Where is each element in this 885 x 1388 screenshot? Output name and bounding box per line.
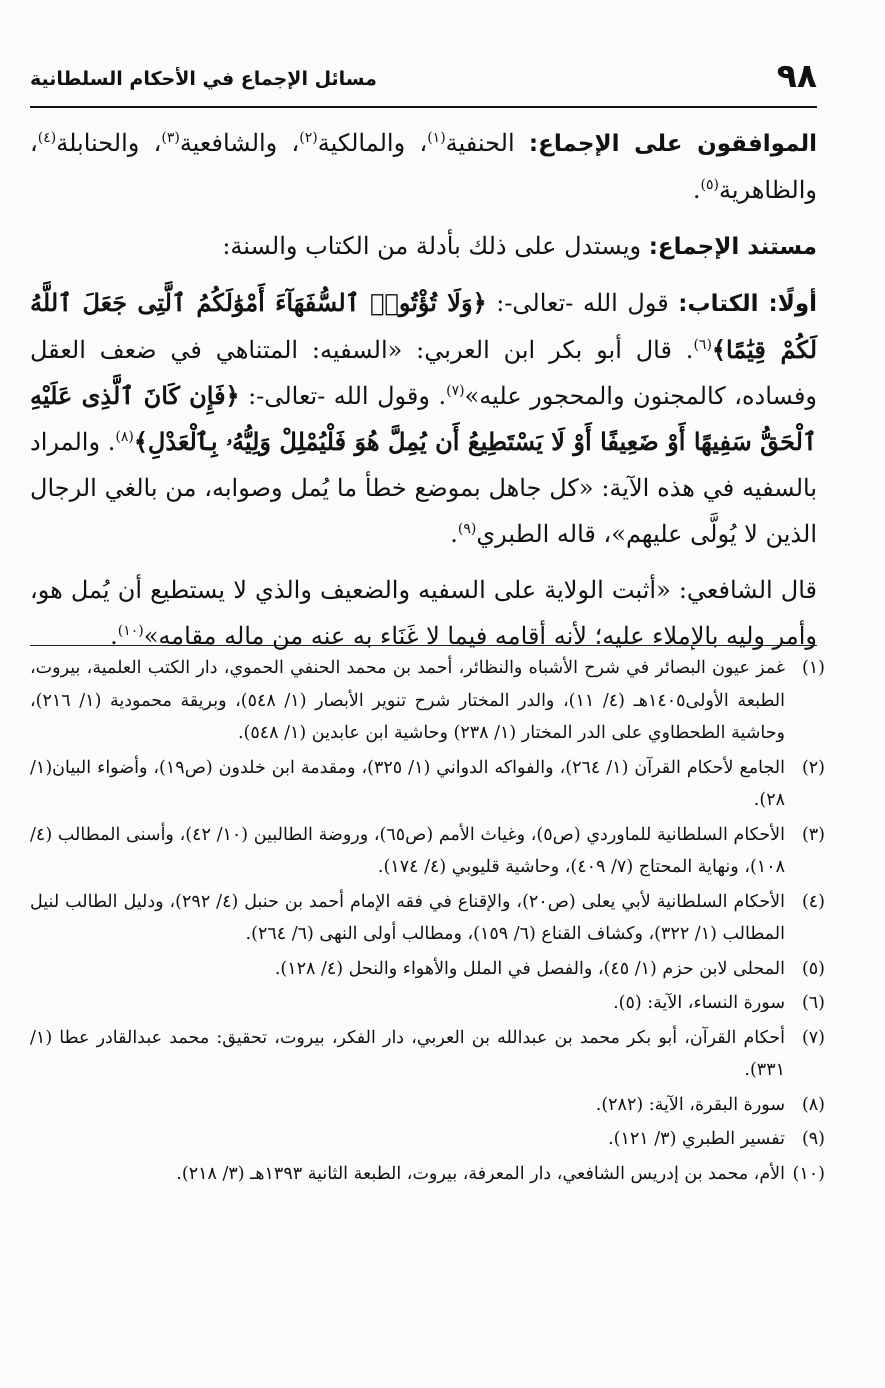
footnote-ref: (١) bbox=[427, 130, 446, 146]
text-run: . bbox=[450, 520, 458, 548]
quran-verse: ﴿فَإِن كَانَ ٱلَّذِى عَلَيْهِ ٱلْحَقُّ سَفِيهًا أَوْ ضَعِيفًا أَوْ لَا يَسْتَطِيعُ أَن يُمِلَّ هُوَ فَلْيُمْلِلْ وَلِيُّهُۥ بِٱلْعَدْلِ﴾ bbox=[30, 381, 817, 456]
paragraph-consensus-supporters bbox=[30, 120, 817, 213]
footnote-text: الأم، محمد بن إدريس الشافعي، دار المعرفة، بيروت، الطبعة الثانية ١٣٩٣هـ (٣/ ٢١٨). bbox=[176, 1163, 785, 1184]
text-run: ويستدل على ذلك بأدلة من الكتاب والسنة: bbox=[222, 232, 649, 260]
page-number: ٩٨ bbox=[776, 56, 817, 95]
footnote-number: (٧) bbox=[801, 1027, 825, 1048]
footnote-item bbox=[30, 987, 825, 1020]
footnote-ref: (٢) bbox=[299, 130, 318, 146]
footnote-ref: (٣) bbox=[161, 130, 180, 146]
footnote-item bbox=[30, 953, 825, 986]
footnote-ref: (٩) bbox=[457, 521, 477, 537]
footnote-text: المحلى لابن حزم (١/ ٤٥)، والفصل في الملل والأهواء والنحل (٤/ ١٢٨). bbox=[274, 958, 785, 979]
section-heading: أولًا: الكتاب: bbox=[678, 291, 817, 317]
footnote-item bbox=[30, 752, 825, 817]
page-header bbox=[30, 54, 817, 108]
section-heading: مستند الإجماع: bbox=[648, 234, 817, 260]
footnote-number: (٩) bbox=[801, 1129, 825, 1149]
text-run: . bbox=[692, 176, 701, 204]
footnotes bbox=[30, 652, 825, 1192]
footnote-text: سورة البقرة، الآية: (٢٨٢). bbox=[595, 1094, 785, 1115]
footnote-item bbox=[30, 652, 825, 750]
footnote-number: (٣) bbox=[801, 824, 825, 845]
text-run: ، والشافعية bbox=[179, 129, 300, 157]
text-run: قال الشافعي: «أثبت الولاية على السفيه والضعيف والذي لا يستطيع أن يُمل هو، وأمر وليه بالإملاء عليه؛ لأنه أقامه فيما لا غَنَاء به عنه من ماله مقامه» bbox=[30, 576, 817, 650]
text-run: . bbox=[110, 622, 118, 650]
quran-verse: ﴿وَلَا تُؤْتُوا۟ ٱلسُّفَهَآءَ أَمْوَٰلَكُمُ ٱلَّتِى جَعَلَ ٱللَّهُ لَكُمْ قِيَٰمًا﴾ bbox=[30, 288, 818, 364]
footnote-text: سورة النساء، الآية: (٥). bbox=[613, 993, 785, 1013]
footnote-number: (١٠) bbox=[792, 1163, 825, 1184]
footnote-ref: (٨) bbox=[115, 429, 134, 445]
footnote-item bbox=[30, 886, 825, 951]
footnote-number: (٦) bbox=[801, 993, 825, 1013]
running-title: مسائل الإجماع في الأحكام السلطانية bbox=[30, 68, 377, 90]
text-run: الحنفية bbox=[445, 129, 529, 157]
footnote-ref: (٧) bbox=[446, 383, 465, 399]
footnote-item bbox=[30, 1089, 825, 1122]
footnote-number: (٤) bbox=[801, 891, 825, 912]
text-run: ، والمالكية bbox=[317, 129, 428, 157]
footnote-text: الأحكام السلطانية لأبي يعلى (ص٢٠)، والإقناع في فقه الإمام أحمد بن حنبل (٤/ ٢٩٢)، ودليل الطالب لنيل المطالب (١/ ٣٢٢)، وكشاف القناع (٦/ ١٥٩)، ومطالب أولى النهى (٦/ ٢٦٤). bbox=[30, 891, 785, 944]
footnote-text: تفسير الطبري (٣/ ١٢١). bbox=[608, 1129, 785, 1149]
footnote-item bbox=[30, 819, 825, 884]
footnote-text: الأحكام السلطانية للماوردي (ص٥)، وغياث الأمم (ص٦٥)، وروضة الطالبين (١٠/ ٤٢)، وأسنى المطالب (٤/ ١٠٨)، ونهاية المحتاج (٧/ ٤٠٩)، وحاشية قليوبي (٤/ ١٧٤). bbox=[30, 824, 786, 877]
footnote-ref: (١٠) bbox=[117, 623, 144, 639]
footnote-number: (٢) bbox=[801, 757, 825, 778]
footnote-item bbox=[30, 1158, 825, 1191]
footnote-divider bbox=[30, 645, 817, 646]
footnote-number: (٥) bbox=[801, 958, 825, 979]
text-run: . قال أبو بكر ابن العربي: «السفيه: المتناهي في ضعف العقل وفساده، كالمجنون والمحجور عليه» bbox=[30, 336, 818, 410]
text-run: . وقول الله -تعالى-: bbox=[239, 382, 447, 410]
footnote-ref: (٥) bbox=[700, 177, 719, 193]
footnote-text: الجامع لأحكام القرآن (١/ ٢٦٤)، والفواكه الدواني (١/ ٣٢٥)، ومقدمة ابن خلدون (ص١٩)، وأضواء البيان(١/ ٢٨). bbox=[30, 757, 785, 810]
footnote-ref: (٤) bbox=[37, 130, 57, 146]
text-run: قول الله -تعالى-: bbox=[486, 289, 679, 317]
paragraph-consensus-basis bbox=[30, 223, 817, 270]
text-run: . والمراد بالسفيه في هذه الآية: «كل جاهل بموضع خطأ ما يُمل وصوابه، من بالغي الرجال الذين لا يُولَّى عليهم»، قاله الطبري bbox=[30, 428, 817, 548]
footnote-number: (٨) bbox=[801, 1094, 825, 1115]
text-run: ، والحنابلة bbox=[56, 129, 162, 157]
text-run: ، والظاهرية bbox=[30, 129, 817, 204]
footnote-item bbox=[30, 1123, 825, 1156]
footnote-text: غمز عيون البصائر في شرح الأشباه والنظائر، أحمد بن محمد الحنفي الحموي، دار الكتب العلمية، بيروت، الطبعة الأولى١٤٠٥هـ (٤/ ١١)، والدر المختار شرح تنوير الأبصار (١/ ٥٤٨)، وبريقة محمودية (١/ ٢١٦)، وحاشية الطحطاوي على الدر المختار (١/ ٢٣٨) وحاشية ابن عابدين (١/ ٥٤٨). bbox=[30, 658, 785, 743]
footnote-ref: (٦) bbox=[693, 337, 712, 353]
section-heading: الموافقون على الإجماع: bbox=[528, 131, 818, 157]
footnote-text: أحكام القرآن، أبو بكر محمد بن عبدالله بن العربي، دار الفكر، بيروت، تحقيق: محمد عبدالقادر عطا (١/ ٣٣١). bbox=[30, 1027, 785, 1080]
main-text bbox=[30, 120, 817, 669]
paragraph-quran-evidence bbox=[30, 280, 817, 557]
footnote-item bbox=[30, 1022, 825, 1087]
footnote-number: (١) bbox=[801, 658, 825, 678]
